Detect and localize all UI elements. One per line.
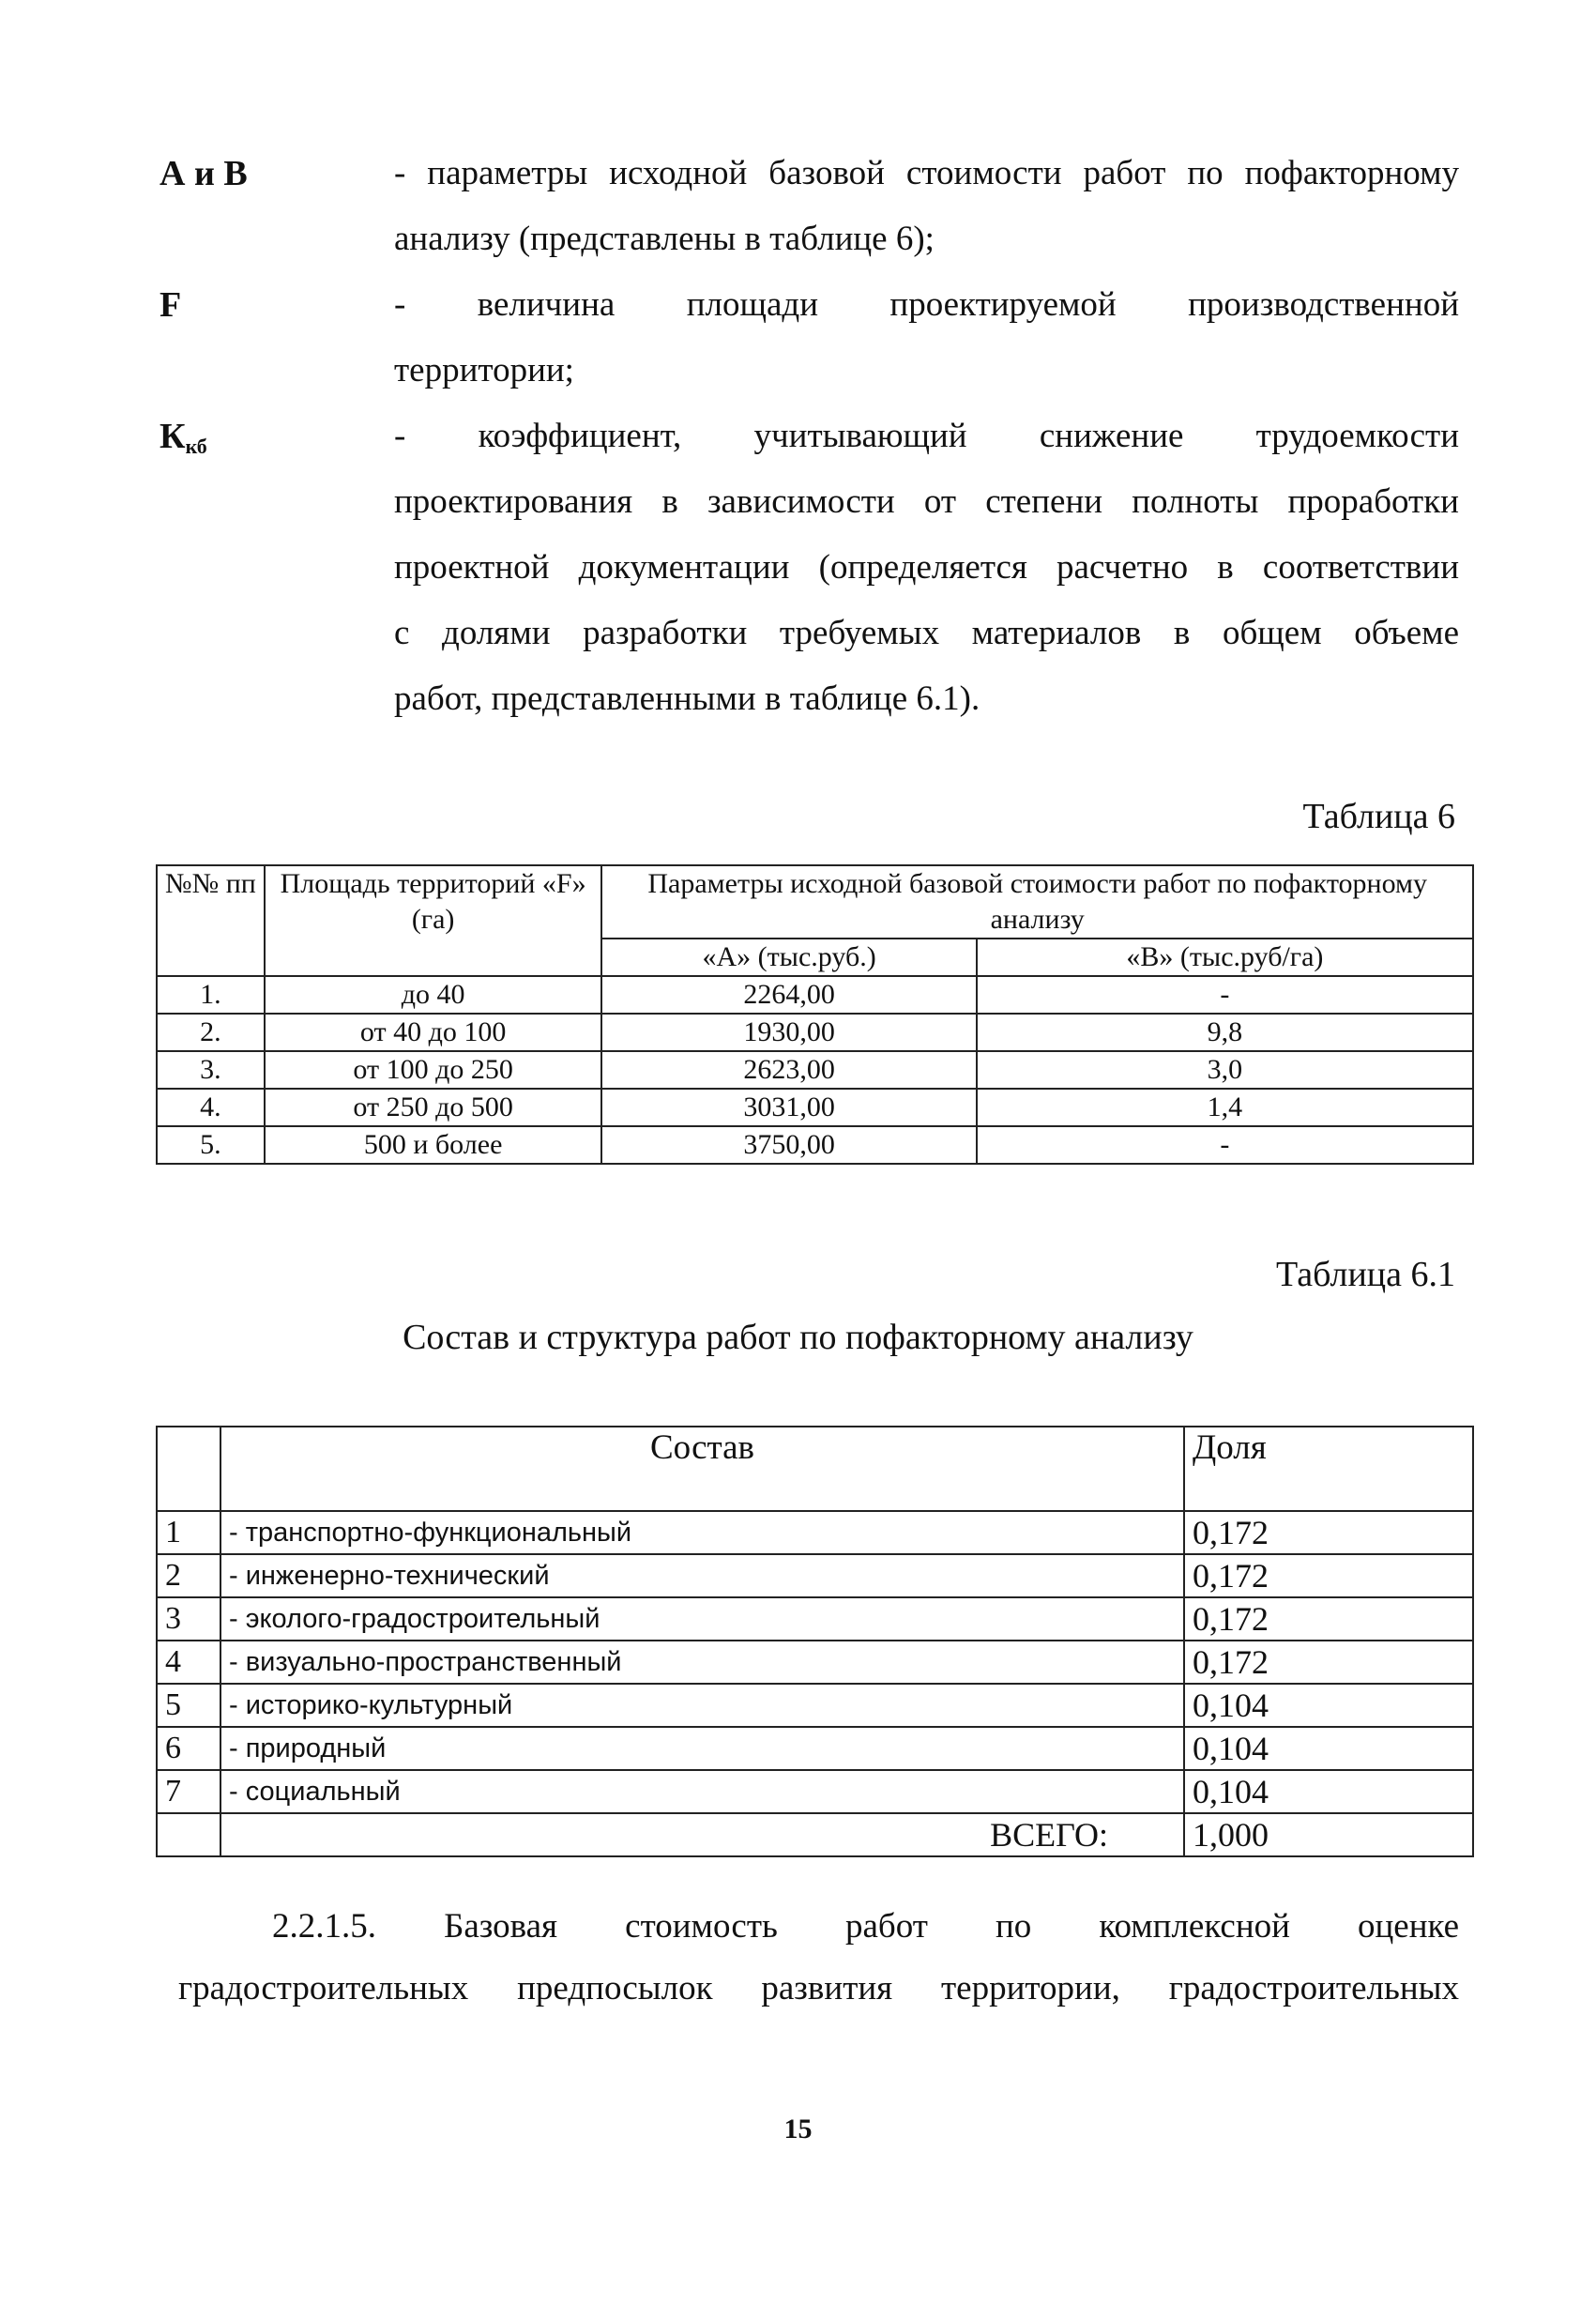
table-row [157, 1641, 1473, 1684]
row-num: 6 [157, 1727, 220, 1770]
header-params: Параметры исходной базовой стоимости работ по пофакторному анализу [601, 865, 1473, 939]
row-a: 3750,00 [601, 1126, 976, 1164]
total-label: ВСЕГО: [220, 1813, 1184, 1856]
table-total-row [157, 1813, 1473, 1856]
row-composition: - природный [220, 1727, 1184, 1770]
row-composition: - эколого-градостроительный [220, 1597, 1184, 1641]
definition-line: территории; [394, 351, 574, 389]
row-share: 0,104 [1184, 1684, 1473, 1727]
row-b: - [977, 1126, 1473, 1164]
row-num: 3 [157, 1597, 220, 1641]
table6-header-row [157, 865, 1473, 939]
row-area: от 100 до 250 [265, 1051, 602, 1089]
row-num: 5. [157, 1126, 265, 1164]
row-b: - [977, 976, 1473, 1014]
definition-line: анализу (представлены в таблице 6); [394, 220, 935, 258]
definition-line: - величина площади проектируемой производственной [394, 285, 1459, 324]
table-row [157, 1684, 1473, 1727]
table61-header-row [157, 1427, 1473, 1511]
row-b: 9,8 [977, 1014, 1473, 1051]
page-number: 15 [783, 2114, 813, 2145]
row-num: 2 [157, 1554, 220, 1597]
row-share: 0,104 [1184, 1770, 1473, 1813]
table-row [157, 1126, 1473, 1164]
header-num-empty [157, 1427, 220, 1511]
row-share: 0,172 [1184, 1511, 1473, 1554]
row-num: 4. [157, 1089, 265, 1126]
row-a: 2623,00 [601, 1051, 976, 1089]
row-a: 2264,00 [601, 976, 976, 1014]
table6 [156, 864, 1474, 1165]
row-composition: - инженерно-технический [220, 1554, 1184, 1597]
definition-line: - коэффициент, учитывающий снижение трудоемкости [394, 417, 1459, 455]
row-num: 4 [157, 1641, 220, 1684]
row-share: 0,172 [1184, 1597, 1473, 1641]
table-row [157, 1554, 1473, 1597]
definition-text [394, 272, 1459, 404]
table6-caption: Таблица 6 [1302, 797, 1455, 836]
table-row [157, 976, 1473, 1014]
definition-line: с долями разработки требуемых материалов в общем объеме [394, 614, 1459, 652]
row-area: от 250 до 500 [265, 1089, 602, 1126]
definition-line: работ, представленными в таблице 6.1). [394, 679, 980, 718]
header-area: Площадь территорий «F» (га) [265, 865, 602, 976]
definition-term: F [160, 285, 182, 325]
header-composition: Состав [220, 1427, 1184, 1511]
row-num: 1 [157, 1511, 220, 1554]
table-row [157, 1089, 1473, 1126]
row-area: до 40 [265, 976, 602, 1014]
row-area: 500 и более [265, 1126, 602, 1164]
row-share: 0,172 [1184, 1554, 1473, 1597]
total-value: 1,000 [1184, 1813, 1473, 1856]
table-row [157, 1597, 1473, 1641]
total-num-empty [157, 1813, 220, 1856]
row-a: 1930,00 [601, 1014, 976, 1051]
header-num: №№ пп [157, 865, 265, 976]
term-subscript: кб [185, 435, 207, 458]
row-num: 2. [157, 1014, 265, 1051]
table-row [157, 1511, 1473, 1554]
table-row [157, 1770, 1473, 1813]
row-share: 0,104 [1184, 1727, 1473, 1770]
definition-term [160, 404, 207, 480]
table-row [157, 1014, 1473, 1051]
definition-line: - параметры исходной базовой стоимости работ по пофакторному [394, 154, 1459, 192]
header-a: «А» (тыс.руб.) [601, 939, 976, 976]
header-share: Доля [1184, 1427, 1473, 1511]
definition-text [394, 404, 1459, 732]
header-b: «В» (тыс.руб/га) [977, 939, 1473, 976]
definition-line: проектирования в зависимости от степени полноты проработки [394, 482, 1459, 521]
paragraph-line: 2.2.1.5. Базовая стоимость работ по комплексной оценке [272, 1907, 1459, 1946]
row-b: 1,4 [977, 1089, 1473, 1126]
paragraph-2-2-1-5 [178, 1896, 1459, 2020]
row-composition: - транспортно-функциональный [220, 1511, 1184, 1554]
row-num: 7 [157, 1770, 220, 1813]
table-row [157, 1727, 1473, 1770]
row-a: 3031,00 [601, 1089, 976, 1126]
paragraph-line: градостроительных предпосылок развития территории, градостроительных [178, 1969, 1459, 2007]
table-row [157, 1051, 1473, 1089]
term-main: К [160, 417, 186, 456]
row-num: 5 [157, 1684, 220, 1727]
row-share: 0,172 [1184, 1641, 1473, 1684]
row-num: 1. [157, 976, 265, 1014]
row-num: 3. [157, 1051, 265, 1089]
definition-text [394, 141, 1459, 272]
row-composition: - социальный [220, 1770, 1184, 1813]
table61 [156, 1426, 1474, 1857]
table61-caption: Таблица 6.1 [1275, 1255, 1455, 1294]
row-b: 3,0 [977, 1051, 1473, 1089]
table61-title: Состав и структура работ по пофакторному анализу [403, 1318, 1193, 1357]
definition-term: А и В [160, 154, 248, 193]
row-composition: - визуально-пространственный [220, 1641, 1184, 1684]
row-composition: - историко-культурный [220, 1684, 1184, 1727]
row-area: от 40 до 100 [265, 1014, 602, 1051]
definition-line: проектной документации (определяется расчетно в соответствии [394, 548, 1459, 587]
